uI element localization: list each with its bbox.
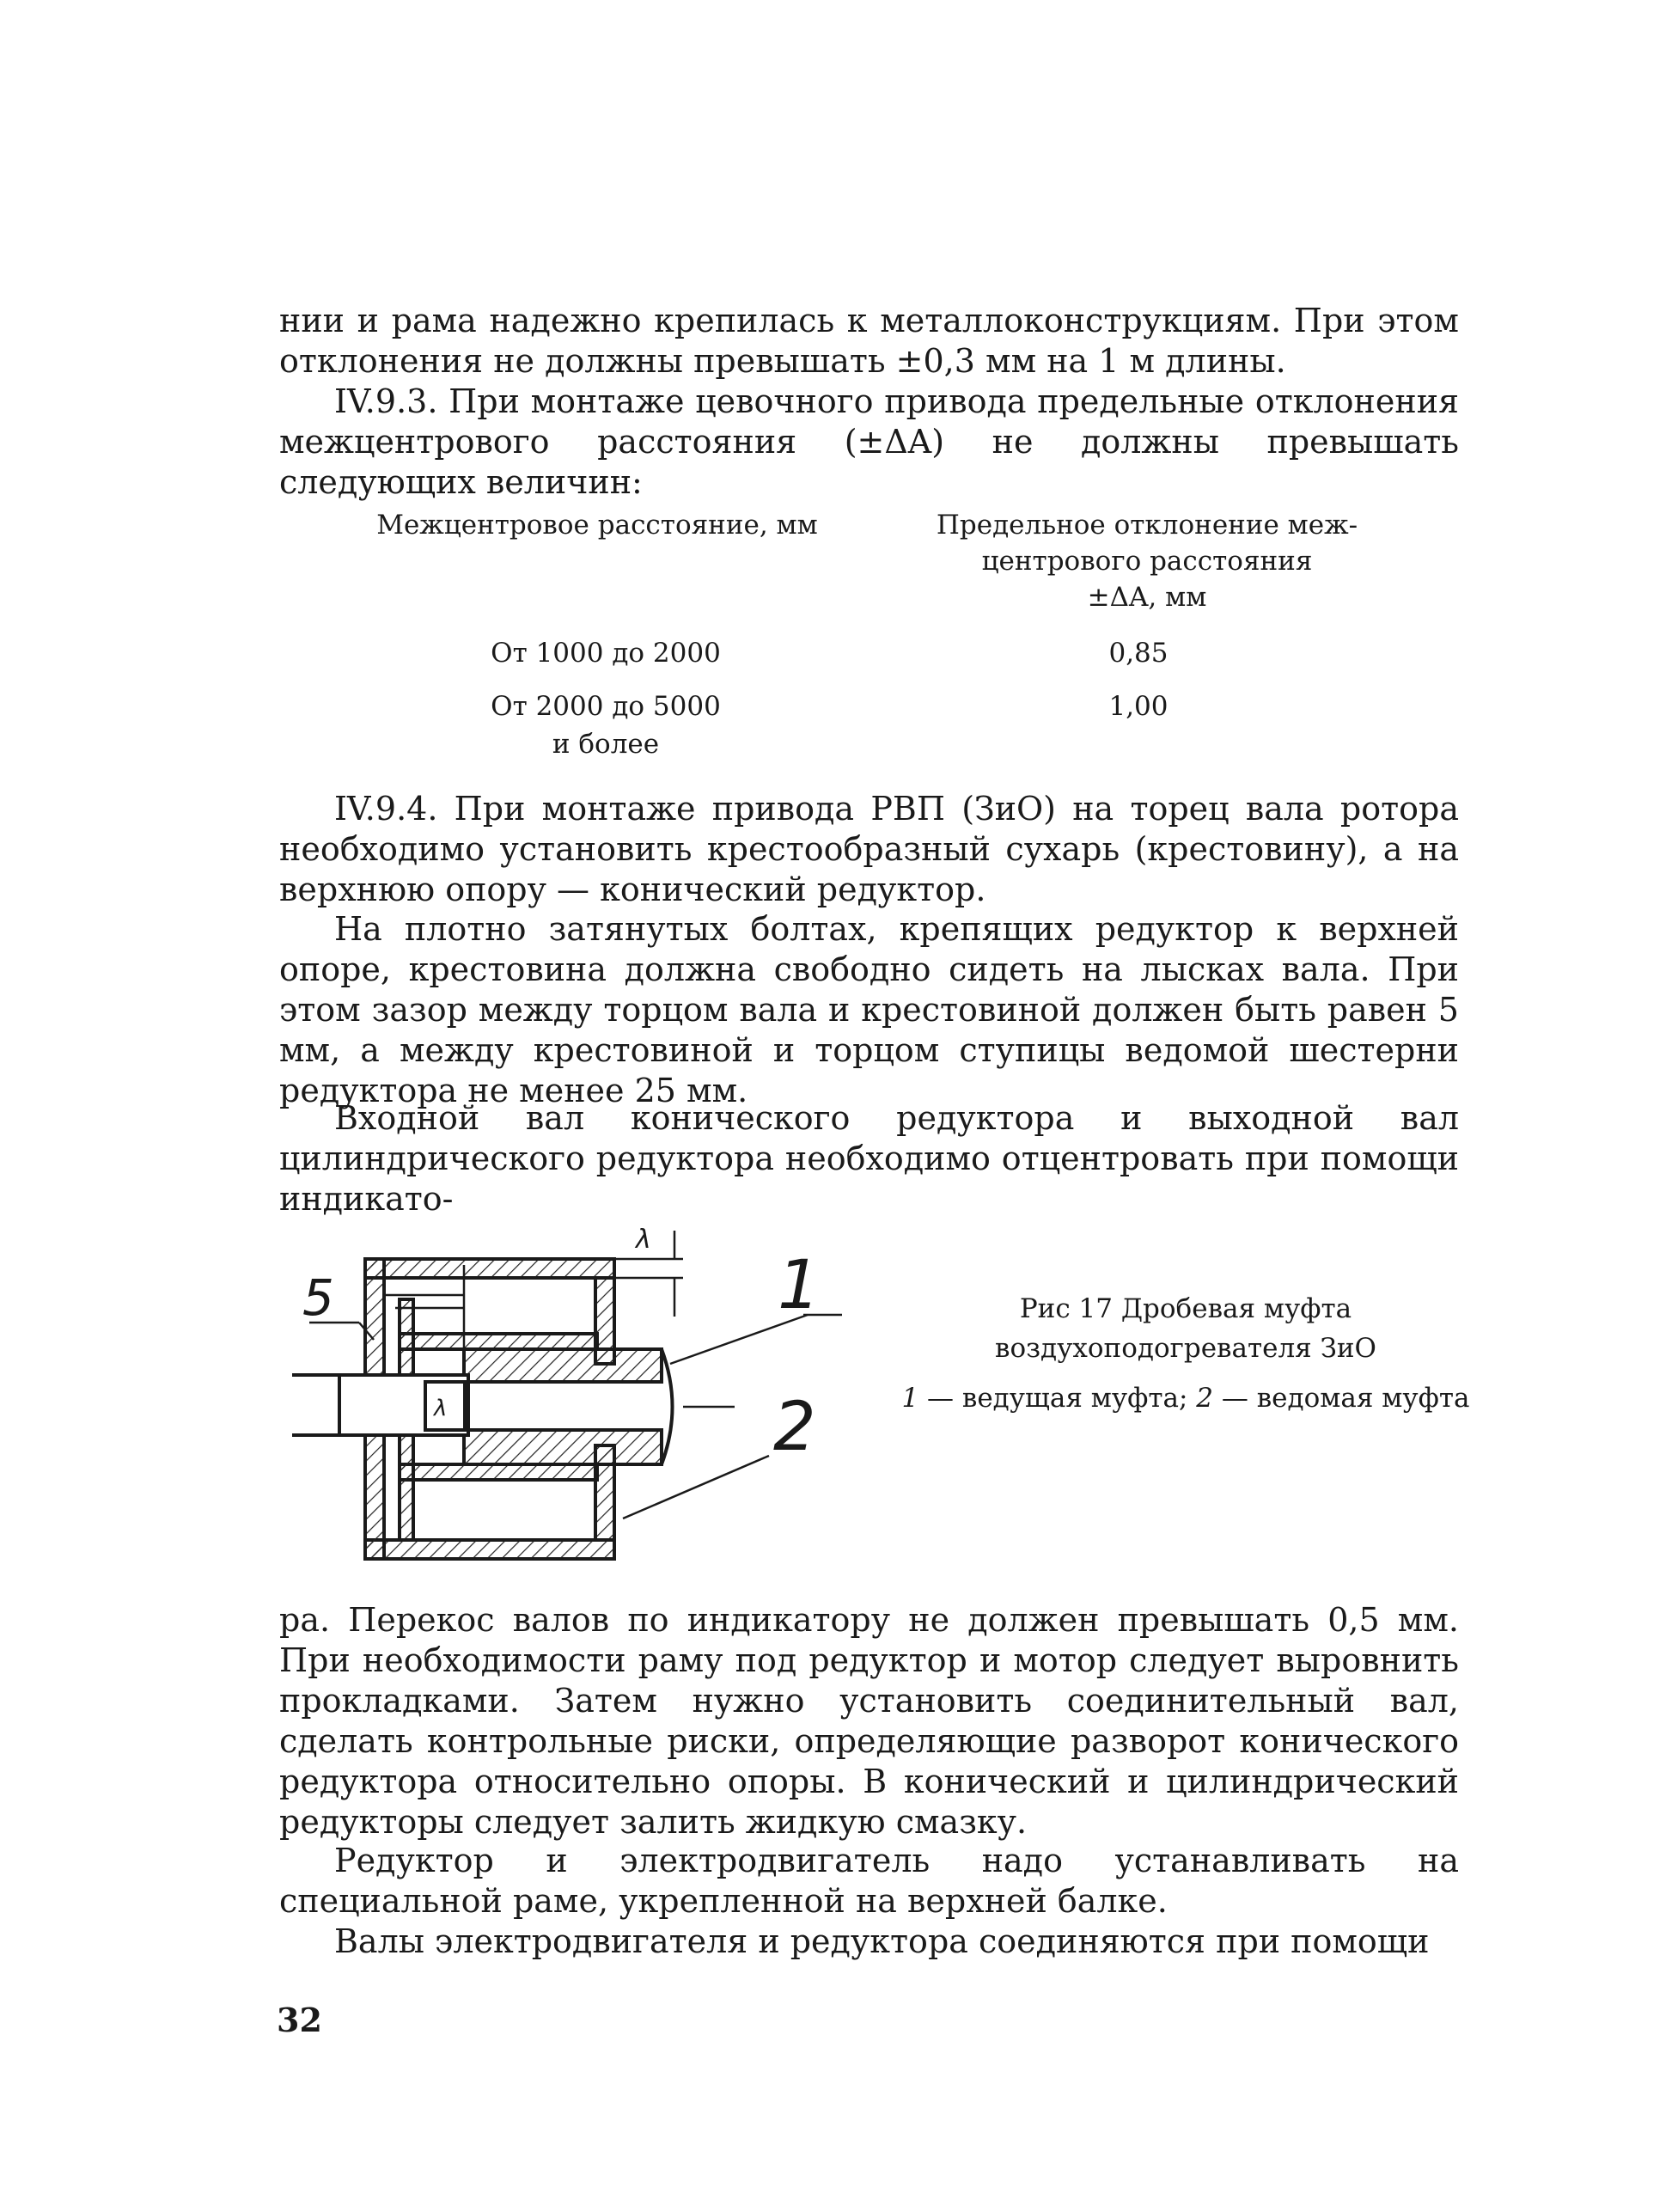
table-header-deviation-line2: центрового расстояния	[981, 546, 1313, 577]
paragraph: Редуктор и электродвигатель надо устанавливать на специальной раме, укрепленной на верхней балке.	[279, 1842, 1459, 1920]
outer-housing-bottom	[365, 1540, 614, 1559]
dimension-label: λ	[636, 1225, 651, 1255]
coupling-drawing	[292, 1213, 842, 1574]
paragraph-iv-9-4: IV.9.4. При монтаже привода РВП (ЗиО) на торец вала ротора необходимо установить крестообразный сухарь (крестовину), а на верхнюю опору — конический редуктор.	[279, 790, 1459, 908]
figure-legend	[898, 1378, 1474, 1418]
paragraph-continuation: нии и рама надежно крепилась к металлоконструкциям. При этом отклонения не должны превышать ±0,3 мм на 1 м длины.	[279, 302, 1459, 380]
table-cell-value: 0,85	[1108, 638, 1168, 669]
table-header-deviation-line1: Предельное отклонение меж-	[936, 510, 1358, 541]
callout-5: 5	[302, 1268, 334, 1327]
table-header-distance: Межцентровое расстояние, мм	[376, 510, 818, 541]
paragraph: Входной вал конического редуктора и выходной вал цилиндрического редуктора необходимо отцентровать при помощи индикато-	[279, 1099, 1459, 1218]
inner-drum-bottom	[400, 1464, 597, 1480]
callout-2: 2	[773, 1389, 816, 1466]
page-number: 32	[277, 2001, 322, 2039]
legend-text-1: — ведущая муфта;	[927, 1383, 1188, 1414]
table-cell-range: От 1000 до 2000	[491, 638, 721, 669]
table-cell-value: 1,00	[1108, 691, 1168, 722]
paragraph: Валы электродвигателя и редуктора соединяются при помощи	[334, 1922, 1430, 1960]
legend-number-2: 2	[1196, 1383, 1214, 1414]
callout-1: 1	[778, 1247, 821, 1324]
outer-housing-top	[365, 1259, 614, 1278]
inner-drum-top	[400, 1334, 597, 1349]
paragraph-iv-9-3: IV.9.3. При монтаже цевочного привода предельные отклонения межцентрового расстояния (±ΔA) не должны превышать следующих величин:	[279, 382, 1459, 501]
dimension-label: λ	[434, 1396, 448, 1421]
hub-upper	[464, 1349, 662, 1382]
paragraph-continuation: ра. Перекос валов по индикатору не должен превышать 0,5 мм. При необходимости раму под редуктор и мотор следует выровнить прокладками. Затем нужно установить соединительный вал, сделать контрольные риски, определяющие разворот конического редуктора относительно опоры. В конический и цилиндрический редукторы следует залить жидкую смазку.	[279, 1601, 1459, 1841]
table-cell-range: От 2000 до 5000	[491, 691, 721, 722]
table-cell-range-continuation: и более	[552, 729, 660, 760]
figure-caption-line1: Рис 17 Дробевая муфта	[1019, 1293, 1352, 1324]
figure-caption-line2: воздухоподогревателя ЗиО	[995, 1333, 1376, 1364]
paragraph: На плотно затянутых болтах, крепящих редуктор к верхней опоре, крестовина должна свободно сидеть на лысках вала. При этом зазор между торцом вала и крестовиной должен быть равен 5 мм, а между крестовиной и торцом ступицы ведомой шестерни редуктора не менее 25 мм.	[279, 910, 1459, 1109]
legend-number-1: 1	[901, 1383, 919, 1414]
table-header-deviation-line3: ±ΔA, мм	[1087, 582, 1207, 613]
legend-text-2: — ведомая муфта	[1221, 1383, 1470, 1414]
hub-lower	[464, 1430, 662, 1464]
